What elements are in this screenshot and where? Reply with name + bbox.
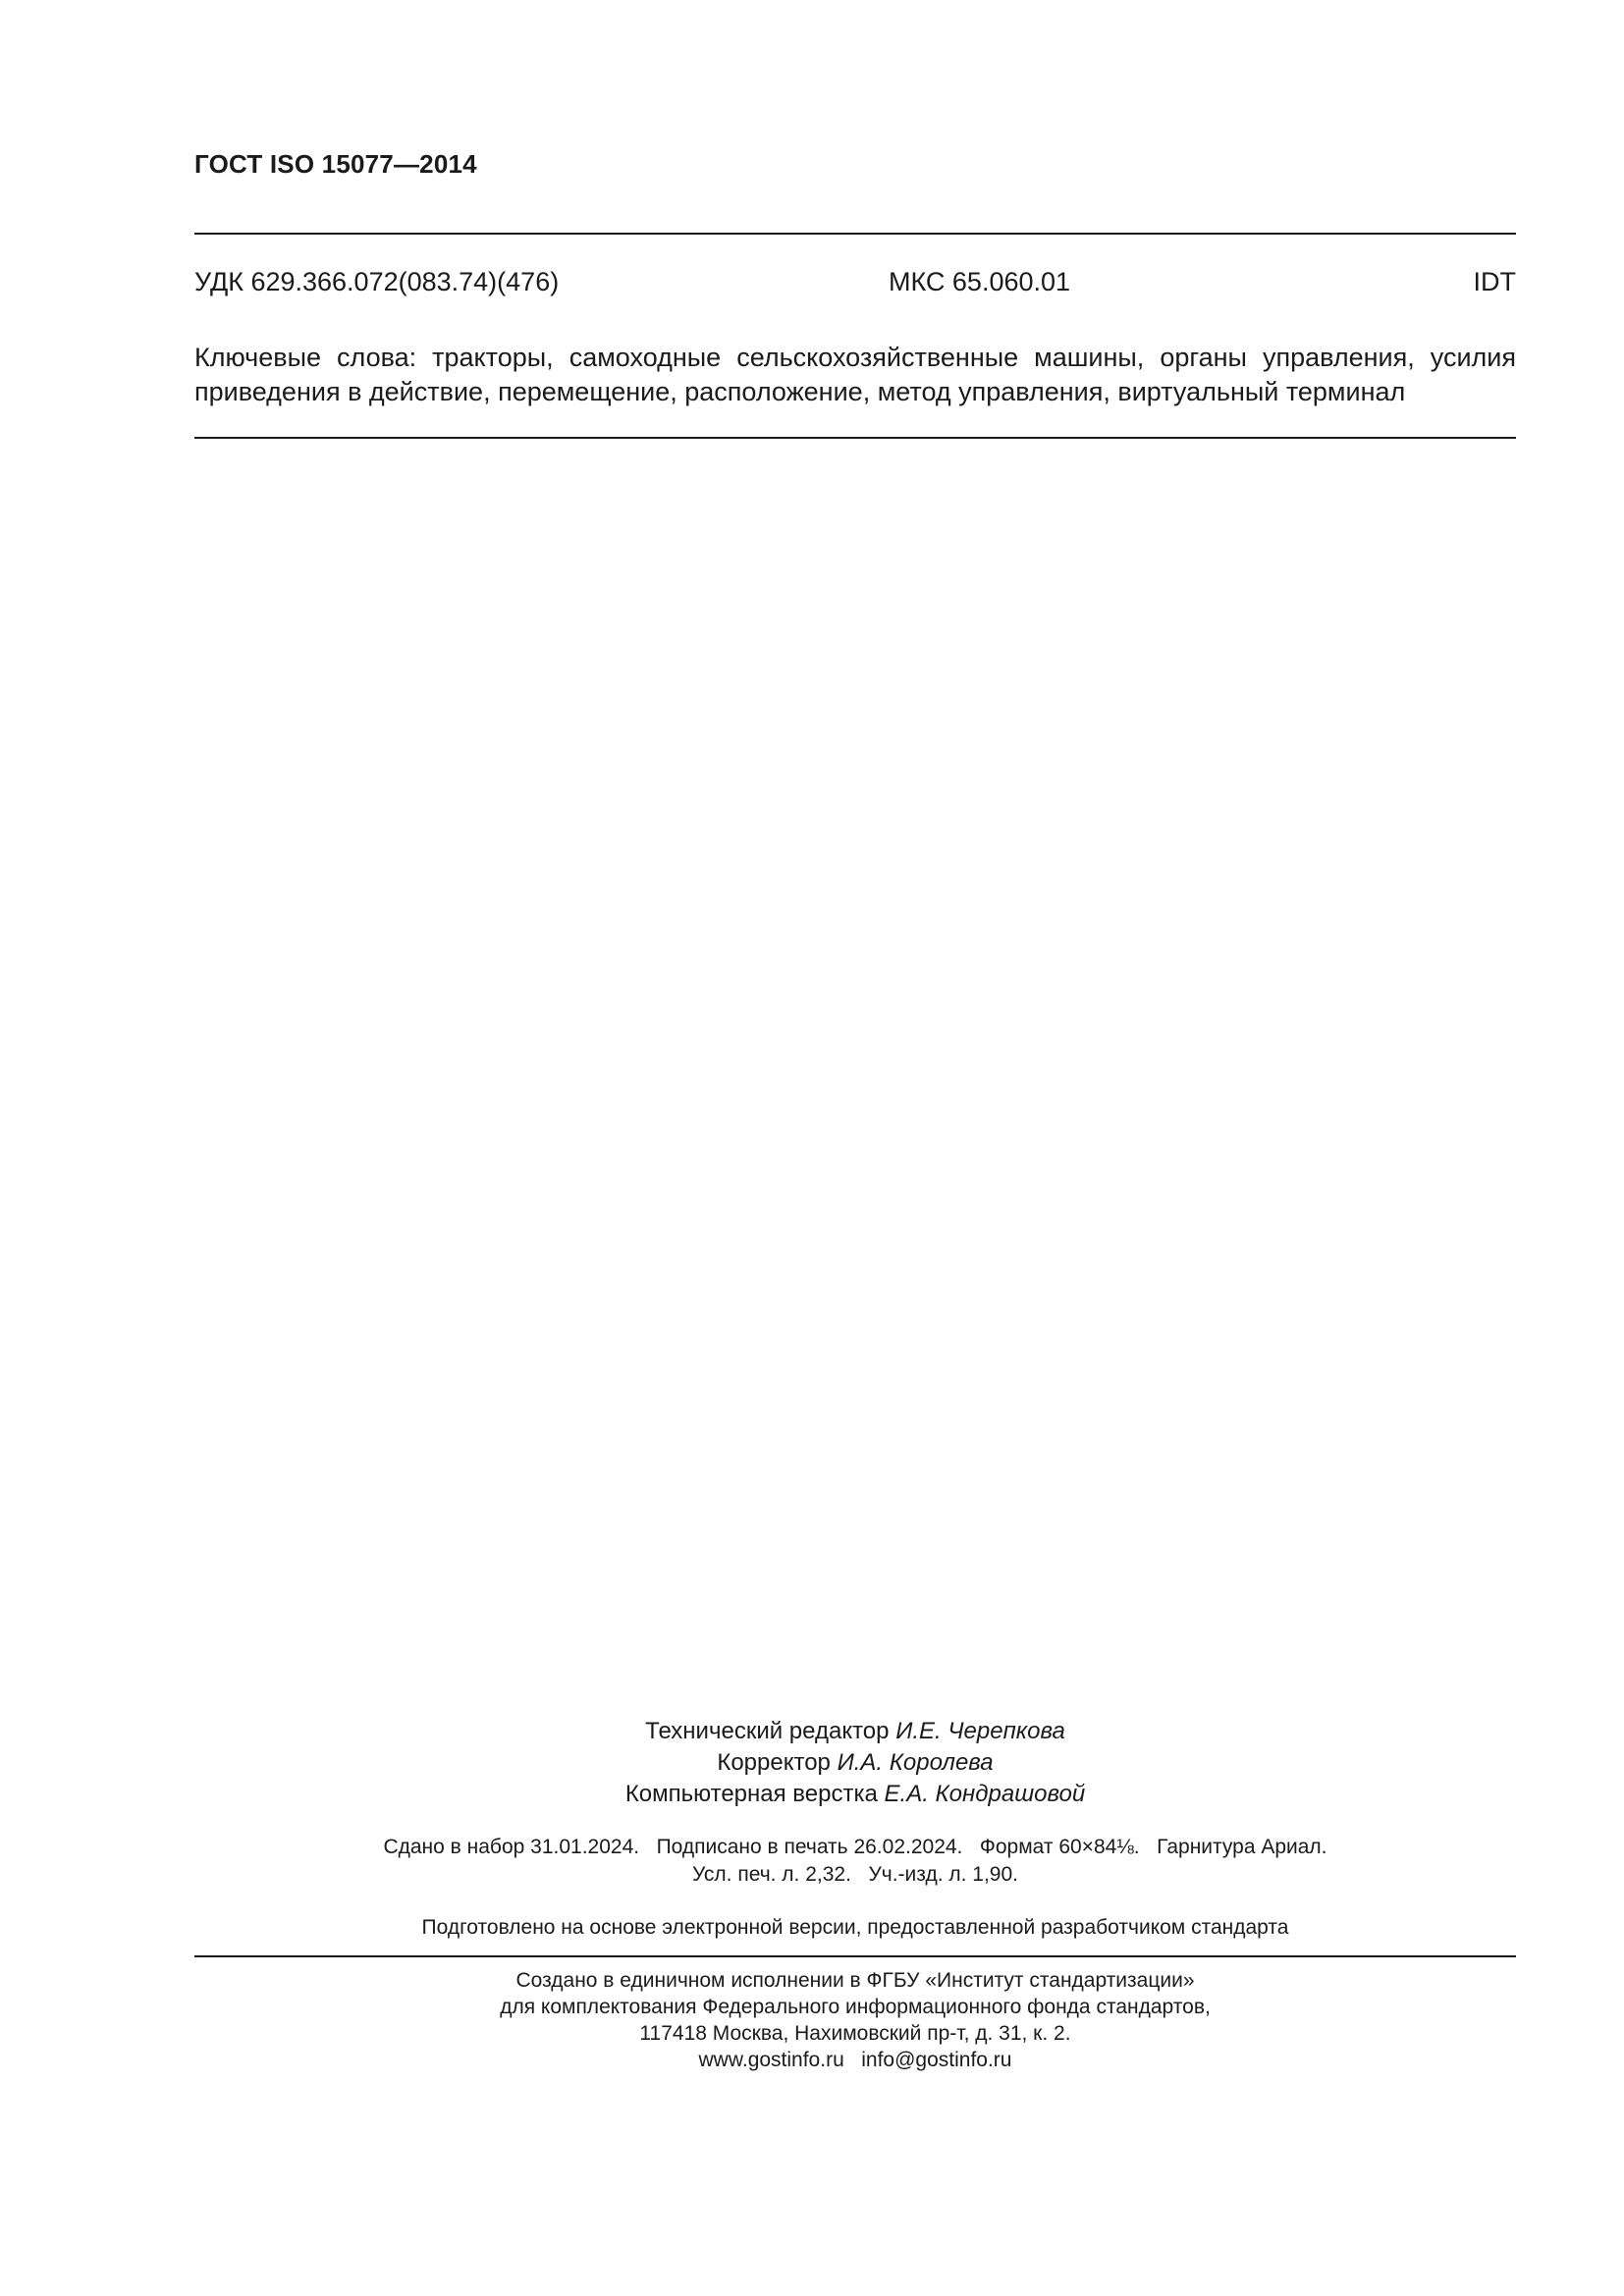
credit-name: Е.А. Кондрашовой xyxy=(884,1781,1086,1807)
credit-role: Корректор xyxy=(717,1749,831,1776)
document-code: ГОСТ ISO 15077—2014 xyxy=(194,149,477,179)
print-info-line-1: Сдано в набор 31.01.2024. Подписано в печать 26.02.2024. Формат 60×84⅛. Гарнитура Ариал. xyxy=(383,1836,1327,1858)
keywords-paragraph: Ключевые слова: тракторы, самоходные сельскохозяйственные машины, органы управления, усилия приведения в действие, перемещение, расположение, метод управления, виртуальный терминал xyxy=(194,343,1516,406)
credit-role: Технический редактор xyxy=(645,1718,890,1744)
keywords-divider xyxy=(194,437,1516,439)
mks-code: МКС 65.060.01 xyxy=(889,267,1071,296)
credit-name: И.А. Королева xyxy=(837,1749,994,1776)
publisher-line-2: для комплектования Федерального информационного фонда стандартов, xyxy=(500,1996,1211,2018)
publisher-block xyxy=(194,1967,1516,2073)
publisher-line-1: Создано в единичном исполнении в ФГБУ «Институт стандартизации» xyxy=(515,1969,1195,1992)
prepared-note: Подготовлено на основе электронной версии, предоставленной разработчиком стандарта xyxy=(421,1916,1289,1939)
udk-code: УДК 629.366.072(083.74)(476) xyxy=(194,267,560,296)
credit-name: И.Е. Черепкова xyxy=(895,1718,1065,1744)
publisher-line-4: www.gostinfo.ru info@gostinfo.ru xyxy=(698,2049,1012,2071)
classification-row xyxy=(194,267,1516,300)
credits-block xyxy=(194,1716,1516,1810)
credit-technical-editor xyxy=(194,1716,1516,1747)
conformity-degree: IDT xyxy=(1473,267,1516,296)
credit-proofreader xyxy=(194,1747,1516,1779)
print-info-line-2: Усл. печ. л. 2,32. Уч.-изд. л. 1,90. xyxy=(691,1863,1018,1886)
credit-role: Компьютерная верстка xyxy=(624,1781,878,1807)
bottom-divider xyxy=(194,1955,1516,1957)
top-divider xyxy=(194,233,1516,235)
credit-layout xyxy=(194,1779,1516,1810)
print-info-block xyxy=(194,1834,1516,1889)
publisher-line-3: 117418 Москва, Нахимовский пр-т, д. 31, к. 2. xyxy=(639,2022,1071,2045)
